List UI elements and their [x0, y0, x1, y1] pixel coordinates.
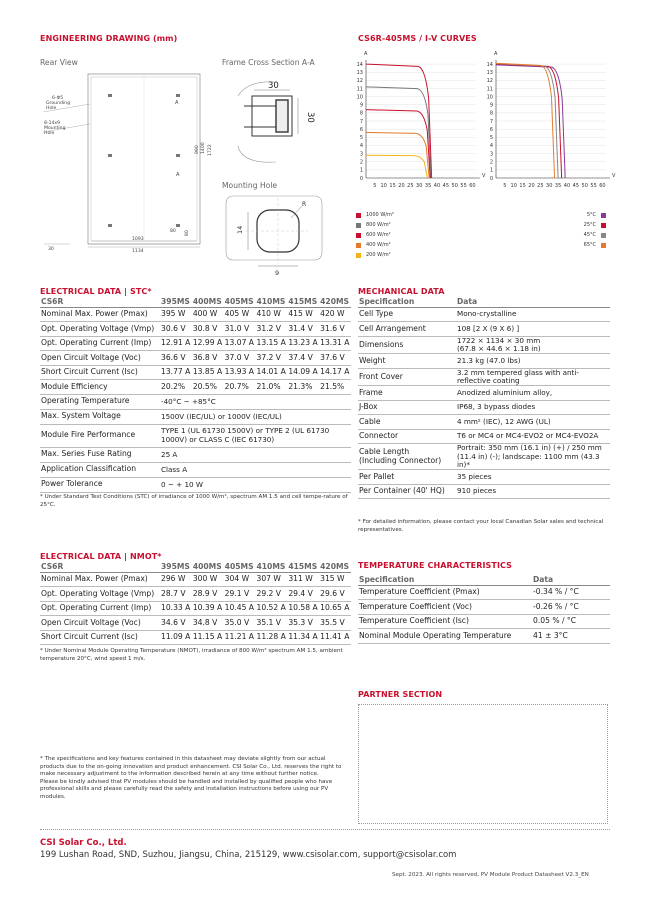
- row-value: 10.52 A: [255, 601, 287, 616]
- table-row: [40, 394, 351, 409]
- row-value: 21.0%: [255, 380, 287, 395]
- row-label: Nominal Max. Power (Pmax): [40, 572, 160, 587]
- x-tick-label: 30: [546, 183, 553, 189]
- row-value: -40°C ~ +85°C: [160, 394, 351, 409]
- row-value: 415 W: [287, 307, 319, 322]
- nmot-note: * Under Nominal Module Operating Temperature (NMOT), irradiance of 800 W/m² spectrum AM 1.5, ambient temperature 20°C, wind speed 1 m/s.: [40, 648, 343, 662]
- y-tick-label: 3: [489, 151, 493, 158]
- table-header-row: CS6R 395MS 400MS 405MS 410MS 415MS 420MS: [41, 297, 350, 306]
- y-tick-label: 8: [359, 110, 363, 117]
- row-label: Max. Series Fuse Rating: [40, 447, 160, 462]
- table-row: [40, 616, 351, 631]
- x-tick-label: 35: [554, 183, 562, 189]
- row-value: -0.26 % / °C: [532, 600, 610, 615]
- x-tick-label: 25: [407, 183, 414, 189]
- y-tick-label: 11: [356, 86, 363, 93]
- row-value: 21.5%: [319, 380, 351, 395]
- x-unit-label: V: [482, 173, 486, 179]
- row-label: Cable: [358, 415, 456, 430]
- table-row: [358, 336, 610, 354]
- x-unit-label: V: [612, 173, 616, 179]
- row-value: 13.23 A: [287, 336, 319, 351]
- legend-swatch: [601, 233, 606, 238]
- row-value: 34.6 V: [160, 616, 192, 631]
- y-tick-label: 4: [489, 143, 493, 150]
- y-unit-label: A: [364, 51, 368, 57]
- table-row: [40, 380, 351, 395]
- row-label: Short Circuit Current (Isc): [40, 365, 160, 380]
- svg-text:30: 30: [48, 247, 54, 252]
- y-tick-label: 4: [359, 143, 363, 150]
- row-value: 35.1 V: [255, 616, 287, 631]
- x-tick-label: 15: [389, 183, 396, 189]
- table-row: [40, 587, 351, 602]
- row-value: 13.93 A: [224, 365, 256, 380]
- row-value: 35.3 V: [287, 616, 319, 631]
- legend-temp-2: 45°C: [584, 232, 606, 238]
- row-label: Cable Length (Including Connector): [358, 444, 456, 470]
- table-row: [358, 354, 610, 369]
- disclaimer: * The specifications and key features contained in this datasheet may deviate slightly from our actual products due to the on-going innovation and product enhancement. CSI Solar Co., Ltd. reserves the right to make necessary adjustment to the information described herein at any time without further notice. Please be kindly advised that PV modules should be handled and installed by qualified people who have professional skills and please carefully read the safety and installation instructions before using our PV modules.: [40, 756, 342, 800]
- table-row: [358, 470, 610, 485]
- row-label: Open Circuit Voltage (Voc): [40, 351, 160, 366]
- svg-text:1134: 1134: [132, 249, 144, 254]
- y-tick-label: 8: [489, 110, 493, 117]
- row-value: 12.91 A: [160, 336, 192, 351]
- nmot-title: ELECTRICAL DATA | NMOT*: [40, 552, 162, 561]
- y-tick-label: 5: [359, 135, 363, 142]
- y-tick-label: 7: [359, 118, 363, 125]
- y-tick-label: 0: [489, 175, 493, 182]
- row-label: Opt. Operating Voltage (Vmp): [40, 587, 160, 602]
- y-tick-label: 13: [356, 70, 363, 77]
- y-tick-label: 6: [359, 126, 363, 133]
- row-value: 29.4 V: [287, 587, 319, 602]
- row-value: 10.65 A: [319, 601, 351, 616]
- row-value: 14.01 A: [255, 365, 287, 380]
- x-tick-label: 15: [519, 183, 526, 189]
- table-header-row: Specification Data: [358, 298, 610, 307]
- iv-chart-temperature: [487, 51, 616, 189]
- legend-swatch: [356, 233, 361, 238]
- x-tick-label: 60: [599, 183, 606, 189]
- temp-title: TEMPERATURE CHARACTERISTICS: [358, 561, 513, 570]
- y-tick-label: 14: [356, 61, 363, 68]
- frame-dim-width: 30: [268, 81, 279, 91]
- table-row: [358, 629, 610, 644]
- x-tick-label: 55: [460, 183, 467, 189]
- stc-title: ELECTRICAL DATA | STC*: [40, 287, 152, 296]
- row-label: Cell Arrangement: [358, 322, 456, 337]
- row-label: Nominal Module Operating Temperature: [358, 629, 532, 644]
- row-value: 4 mm² (IEC), 12 AWG (UL): [456, 415, 610, 430]
- rear-view-drawing: [30, 68, 220, 258]
- row-value: 11.09 A: [160, 630, 192, 645]
- footer-copyright: Sept. 2023. All rights reserved, PV Module Product Datasheet V2.3_EN: [392, 872, 589, 878]
- row-value: 3.2 mm tempered glass with anti-reflective coating: [456, 368, 610, 386]
- row-label: J-Box: [358, 400, 456, 415]
- row-value: 910 pieces: [456, 484, 610, 499]
- y-tick-label: 14: [486, 61, 493, 68]
- svg-text:R: R: [302, 201, 307, 208]
- stc-note: * Under Standard Test Conditions (STC) of irradiance of 1000 W/m², spectrum AM 1.5 and cell tempe-rature of 25°C.: [40, 494, 348, 508]
- y-tick-label: 9: [359, 102, 363, 109]
- legend-swatch: [601, 243, 606, 248]
- row-value: 21.3 kg (47.0 lbs): [456, 354, 610, 369]
- footer-company: CSI Solar Co., Ltd.: [40, 838, 127, 848]
- row-value: T6 or MC4 or MC4-EVO2 or MC4-EVO2A: [456, 429, 610, 444]
- row-value: 29.2 V: [255, 587, 287, 602]
- svg-text:A: A: [176, 172, 180, 178]
- row-label: Dimensions: [358, 336, 456, 354]
- table-row: [358, 429, 610, 444]
- legend-swatch: [601, 223, 606, 228]
- iv-curves-chart: [346, 46, 616, 206]
- x-tick-label: 10: [510, 183, 517, 189]
- x-tick-label: 45: [572, 183, 580, 189]
- svg-text:1400: 1400: [201, 142, 206, 154]
- legend-temp-1: 25°C: [584, 222, 606, 228]
- row-label: Operating Temperature: [40, 394, 160, 409]
- row-label: Front Cover: [358, 368, 456, 386]
- row-value: 20.2%: [160, 380, 192, 395]
- row-value: 30.8 V: [192, 322, 224, 337]
- row-value: 30.6 V: [160, 322, 192, 337]
- row-value: Mono-crystalline: [456, 307, 610, 322]
- row-value: 35 pieces: [456, 470, 610, 485]
- table-row: [358, 444, 610, 470]
- x-tick-label: 30: [416, 183, 423, 189]
- row-value: IP68, 3 bypass diodes: [456, 400, 610, 415]
- row-value: 37.6 V: [319, 351, 351, 366]
- table-row: [40, 477, 351, 492]
- row-value: 405 W: [224, 307, 256, 322]
- row-value: 300 W: [192, 572, 224, 587]
- table-row: [40, 307, 351, 322]
- y-tick-label: 12: [356, 78, 363, 85]
- y-tick-label: 2: [489, 159, 493, 166]
- y-tick-label: 1: [359, 167, 363, 174]
- row-value: 20.5%: [192, 380, 224, 395]
- x-tick-label: 20: [528, 183, 535, 189]
- svg-text:990: 990: [195, 145, 200, 154]
- y-tick-label: 9: [489, 102, 493, 109]
- row-label: Module Fire Performance: [40, 424, 160, 447]
- mech-title: MECHANICAL DATA: [358, 287, 445, 296]
- partner-title: PARTNER SECTION: [358, 690, 443, 699]
- row-value: 20.7%: [224, 380, 256, 395]
- row-value: 10.45 A: [224, 601, 256, 616]
- row-value: 29.1 V: [224, 587, 256, 602]
- svg-text:Grounding: Grounding: [46, 101, 71, 106]
- legend-irr-2: 600 W/m²: [356, 232, 391, 238]
- svg-text:1093: 1093: [132, 237, 144, 242]
- legend-swatch: [356, 253, 361, 258]
- iv-curve: [366, 110, 430, 178]
- table-row: [358, 600, 610, 615]
- y-tick-label: 10: [486, 94, 493, 101]
- row-value: 315 W: [319, 572, 351, 587]
- row-value: 10.33 A: [160, 601, 192, 616]
- row-value: 1722 × 1134 × 30 mm (67.8 × 44.6 × 1.18 in): [456, 336, 610, 354]
- frame-dim-height: 30: [305, 112, 315, 123]
- table-header-row: Specification Data: [358, 576, 610, 585]
- row-value: 36.8 V: [192, 351, 224, 366]
- table-row: [40, 572, 351, 587]
- svg-text:80: 80: [170, 229, 176, 234]
- row-value: 14.17 A: [319, 365, 351, 380]
- table-row: [358, 585, 610, 600]
- row-label: Open Circuit Voltage (Voc): [40, 616, 160, 631]
- x-tick-label: 35: [424, 183, 432, 189]
- table-row: [40, 447, 351, 462]
- row-value: TYPE 1 (UL 61730 1500V) or TYPE 2 (UL 61730 1000V) or CLASS C (IEC 61730): [160, 424, 351, 447]
- row-label: Per Pallet: [358, 470, 456, 485]
- row-value: 28.9 V: [192, 587, 224, 602]
- x-tick-label: 5: [503, 183, 507, 189]
- row-label: Temperature Coefficient (Isc): [358, 614, 532, 629]
- legend-swatch: [356, 213, 361, 218]
- table-row: [358, 307, 610, 322]
- x-tick-label: 60: [469, 183, 476, 189]
- row-value: 35.5 V: [319, 616, 351, 631]
- row-value: 307 W: [255, 572, 287, 587]
- row-value: 37.0 V: [224, 351, 256, 366]
- row-value: 13.77 A: [160, 365, 192, 380]
- table-row: [40, 336, 351, 351]
- row-value: 37.2 V: [255, 351, 287, 366]
- row-value: 11.41 A: [319, 630, 351, 645]
- row-value: Portrait: 350 mm (16.1 in) (+) / 250 mm (11.4 in) (-); landscape: 1100 mm (43.3 in)*: [456, 444, 610, 470]
- row-value: 420 W: [319, 307, 351, 322]
- table-row: [358, 368, 610, 386]
- grounding-hole-label: 6-Φ5: [52, 96, 64, 101]
- row-value: 304 W: [224, 572, 256, 587]
- svg-text:Hole: Hole: [44, 131, 55, 136]
- table-row: [358, 400, 610, 415]
- y-tick-label: 3: [359, 151, 363, 158]
- iv-curve: [366, 155, 427, 178]
- row-value: 35.0 V: [224, 616, 256, 631]
- row-label: Connector: [358, 429, 456, 444]
- row-value: 0.05 % / °C: [532, 614, 610, 629]
- row-value: 13.15 A: [255, 336, 287, 351]
- row-value: 29.6 V: [319, 587, 351, 602]
- svg-text:9: 9: [275, 269, 280, 277]
- row-value: 37.4 V: [287, 351, 319, 366]
- x-tick-label: 55: [590, 183, 597, 189]
- nmot-table: [40, 563, 351, 645]
- row-value: 28.7 V: [160, 587, 192, 602]
- temp-table: [358, 576, 610, 644]
- x-tick-label: 45: [442, 183, 450, 189]
- row-label: Per Container (40' HQ): [358, 484, 456, 499]
- row-value: 1500V (IEC/UL) or 1000V (IEC/UL): [160, 409, 351, 424]
- table-row: [40, 351, 351, 366]
- row-value: 31.2 V: [255, 322, 287, 337]
- table-row: [40, 365, 351, 380]
- cross-section-label: Frame Cross Section A-A: [222, 58, 315, 67]
- mech-note: * For detailed information, please contact your local Canadian Solar sales and technical representatives.: [358, 519, 604, 533]
- row-value: 31.4 V: [287, 322, 319, 337]
- row-label: Temperature Coefficient (Pmax): [358, 585, 532, 600]
- row-value: 25 A: [160, 447, 351, 462]
- y-tick-label: 11: [486, 86, 493, 93]
- svg-text:1722: 1722: [208, 144, 213, 156]
- row-label: Opt. Operating Voltage (Vmp): [40, 322, 160, 337]
- x-tick-label: 40: [433, 183, 441, 189]
- y-tick-label: 7: [489, 118, 493, 125]
- iv-legend: [356, 212, 606, 267]
- row-value: 410 W: [255, 307, 287, 322]
- row-value: 296 W: [160, 572, 192, 587]
- rear-view-label: Rear View: [40, 58, 78, 67]
- table-row: [358, 322, 610, 337]
- row-label: Short Circuit Current (Isc): [40, 630, 160, 645]
- row-value: 13.85 A: [192, 365, 224, 380]
- svg-text:A: A: [175, 100, 179, 106]
- legend-temp-0: 5°C: [587, 212, 606, 218]
- mech-table: [358, 298, 610, 499]
- iv-chart-irradiance: [357, 51, 486, 189]
- row-label: Frame: [358, 386, 456, 401]
- row-value: 108 [2 X (9 X 6) ]: [456, 322, 610, 337]
- svg-text:80: 80: [185, 230, 190, 236]
- row-label: Nominal Max. Power (Pmax): [40, 307, 160, 322]
- footer-divider: [40, 829, 610, 830]
- partner-box: [358, 704, 608, 824]
- row-label: Module Efficiency: [40, 380, 160, 395]
- row-value: 395 W: [160, 307, 192, 322]
- row-label: Weight: [358, 354, 456, 369]
- row-value: 400 W: [192, 307, 224, 322]
- row-value: Anodized aluminium alloy,: [456, 386, 610, 401]
- legend-irr-4: 200 W/m²: [356, 252, 391, 258]
- row-value: 10.58 A: [287, 601, 319, 616]
- x-tick-label: 25: [537, 183, 544, 189]
- x-tick-label: 40: [563, 183, 571, 189]
- table-row: [358, 415, 610, 430]
- y-unit-label: A: [494, 51, 498, 57]
- x-tick-label: 5: [373, 183, 377, 189]
- y-tick-label: 6: [489, 126, 493, 133]
- table-row: [40, 322, 351, 337]
- row-value: 31.6 V: [319, 322, 351, 337]
- legend-temp-3: 65°C: [584, 242, 606, 248]
- row-label: Opt. Operating Current (Imp): [40, 336, 160, 351]
- table-row: [358, 614, 610, 629]
- x-tick-label: 50: [451, 183, 458, 189]
- row-label: Application Classification: [40, 462, 160, 477]
- legend-irr-1: 800 W/m²: [356, 222, 391, 228]
- row-label: Opt. Operating Current (Imp): [40, 601, 160, 616]
- row-value: 34.8 V: [192, 616, 224, 631]
- footer-address: 199 Lushan Road, SND, Suzhou, Jiangsu, China, 215129, www.csisolar.com, support@csisolar.com: [40, 850, 457, 860]
- legend-swatch: [356, 243, 361, 248]
- svg-text:14: 14: [236, 225, 244, 234]
- table-row: [40, 424, 351, 447]
- row-value: 31.0 V: [224, 322, 256, 337]
- table-row: [40, 601, 351, 616]
- y-tick-label: 10: [356, 94, 363, 101]
- row-label: Power Tolerance: [40, 477, 160, 492]
- row-value: 11.21 A: [224, 630, 256, 645]
- table-header-row: CS6R 395MS 400MS 405MS 410MS 415MS 420MS: [41, 562, 350, 571]
- mounting-hole-drawing: [222, 192, 332, 278]
- row-value: 36.6 V: [160, 351, 192, 366]
- table-row: [358, 484, 610, 499]
- legend-swatch: [601, 213, 606, 218]
- row-label: Cell Type: [358, 307, 456, 322]
- row-value: 11.28 A: [255, 630, 287, 645]
- row-value: 11.34 A: [287, 630, 319, 645]
- y-tick-label: 2: [359, 159, 363, 166]
- row-value: 12.99 A: [192, 336, 224, 351]
- row-value: 41 ± 3°C: [532, 629, 610, 644]
- row-value: -0.34 % / °C: [532, 585, 610, 600]
- iv-curves-title: CS6R-405MS / I-V CURVES: [358, 34, 477, 43]
- y-tick-label: 5: [489, 135, 493, 142]
- frame-cross-section-drawing: [230, 72, 330, 172]
- y-tick-label: 12: [486, 78, 493, 85]
- x-tick-label: 10: [380, 183, 387, 189]
- iv-curve: [496, 65, 565, 178]
- stc-table: [40, 298, 351, 493]
- mounting-hole-note: 8-14x9: [44, 121, 61, 126]
- row-value: 14.09 A: [287, 365, 319, 380]
- row-value: 21.3%: [287, 380, 319, 395]
- eng-drawing-title: ENGINEERING DRAWING (mm): [40, 34, 178, 43]
- table-row: [40, 409, 351, 424]
- row-label: Max. System Voltage: [40, 409, 160, 424]
- table-row: [40, 630, 351, 645]
- svg-text:Hole: Hole: [46, 106, 57, 111]
- row-value: 13.07 A: [224, 336, 256, 351]
- table-row: [358, 386, 610, 401]
- row-value: 311 W: [287, 572, 319, 587]
- legend-irr-0: 1000 W/m²: [356, 212, 394, 218]
- y-tick-label: 1: [489, 167, 493, 174]
- legend-swatch: [356, 223, 361, 228]
- mounting-hole-label: Mounting Hole: [222, 181, 278, 190]
- x-tick-label: 50: [581, 183, 588, 189]
- row-value: 10.39 A: [192, 601, 224, 616]
- row-value: Class A: [160, 462, 351, 477]
- row-value: 13.31 A: [319, 336, 351, 351]
- x-tick-label: 20: [398, 183, 405, 189]
- table-row: [40, 462, 351, 477]
- legend-irr-3: 400 W/m²: [356, 242, 391, 248]
- svg-text:Mounting: Mounting: [44, 126, 66, 131]
- row-value: 0 ~ + 10 W: [160, 477, 351, 492]
- row-label: Temperature Coefficient (Voc): [358, 600, 532, 615]
- y-tick-label: 0: [359, 175, 363, 182]
- y-tick-label: 13: [486, 70, 493, 77]
- row-value: 11.15 A: [192, 630, 224, 645]
